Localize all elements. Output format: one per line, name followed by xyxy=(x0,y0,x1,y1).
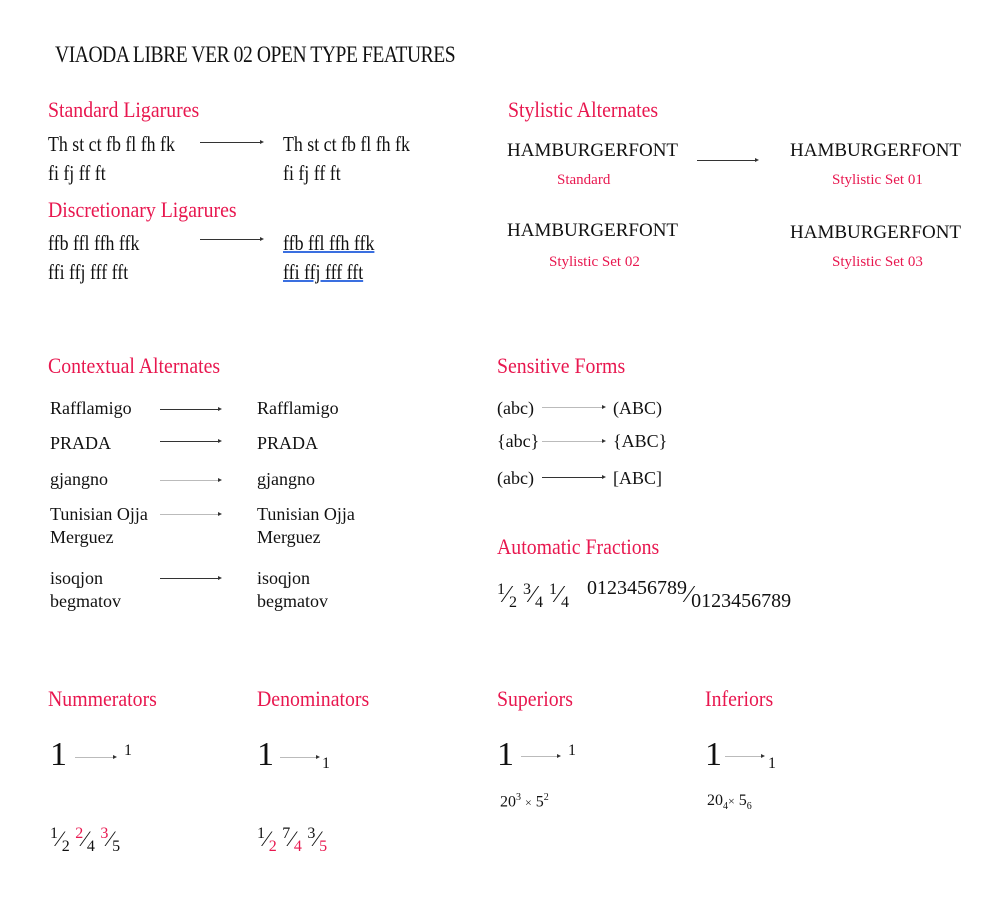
arrow-icon xyxy=(160,409,220,410)
line: ffb ffl ffh ffk xyxy=(283,231,375,255)
line: Tunisian Ojja xyxy=(50,504,148,524)
num: 1 xyxy=(497,581,505,598)
arrow-icon xyxy=(160,514,220,515)
times: × xyxy=(525,795,532,810)
arrow-icon xyxy=(200,142,262,143)
denominator-fractions xyxy=(257,825,328,855)
arrow-icon xyxy=(160,441,220,442)
arrow-icon xyxy=(160,578,220,579)
arrow-icon xyxy=(725,756,763,757)
numerators-heading: Nummerators xyxy=(48,686,157,711)
ctx-before: gjangno xyxy=(50,469,108,489)
word-ss03: HAMBURGERFONT xyxy=(790,222,962,243)
sf-before: (abc) xyxy=(497,468,534,488)
den: 5 xyxy=(112,838,121,855)
sup: 2 xyxy=(543,792,549,803)
word-standard: HAMBURGERFONT xyxy=(507,140,679,161)
page-title: VIAODA LIBRE VER 02 OPEN TYPE FEATURES xyxy=(55,42,456,67)
ctx-after: gjangno xyxy=(257,469,315,489)
num: 0123456789 xyxy=(587,577,688,599)
ctx-after xyxy=(257,567,328,613)
superiors-heading: Superiors xyxy=(497,686,573,711)
den: 0123456789 xyxy=(691,590,792,612)
inferiors-example xyxy=(707,792,752,812)
base: 20 xyxy=(707,792,723,809)
num: 1 xyxy=(549,581,558,598)
ctx-after: Rafflamigo xyxy=(257,398,339,418)
standard-ligatures-heading: Standard Ligarures xyxy=(48,97,200,122)
arrow-icon xyxy=(542,441,604,442)
fractions-sample xyxy=(497,577,792,612)
label-ss02: Stylistic Set 02 xyxy=(549,254,640,270)
den: 2 xyxy=(509,594,518,611)
fraction: $^3⁄_5$ xyxy=(307,825,328,855)
word-ss01: HAMBURGERFONT xyxy=(790,140,962,161)
stylistic-alternates-heading: Stylistic Alternates xyxy=(508,97,659,122)
sf-before: {abc} xyxy=(497,431,540,451)
den: 2 xyxy=(268,838,277,855)
discretionary-before xyxy=(48,229,139,287)
discretionary-after xyxy=(283,229,374,287)
sub: 4 xyxy=(723,801,728,813)
den: 4 xyxy=(535,594,544,611)
big-one: 1 xyxy=(50,736,67,773)
sub: 6 xyxy=(746,801,752,813)
standard-after xyxy=(283,130,410,188)
sf-before: (abc) xyxy=(497,398,534,418)
den: 2 xyxy=(61,838,70,855)
base: 5 xyxy=(738,792,747,809)
denominator-one: 1 xyxy=(322,755,330,772)
line: fi fj ff ft xyxy=(48,161,106,185)
fraction: $^1⁄_2$ xyxy=(50,825,70,855)
base: 20 xyxy=(500,793,516,811)
den: 4 xyxy=(561,594,570,611)
num: 7 xyxy=(282,825,291,842)
numerator-one: 1 xyxy=(124,742,132,759)
label-ss01: Stylistic Set 01 xyxy=(832,172,923,188)
line: Merguez xyxy=(257,527,321,547)
arrow-icon xyxy=(697,160,757,161)
numerator-fractions xyxy=(50,825,121,855)
ctx-after: PRADA xyxy=(257,433,319,453)
arrow-icon xyxy=(75,757,115,758)
big-one: 1 xyxy=(497,736,514,773)
fraction: $^1⁄_4$ xyxy=(549,581,570,611)
ctx-after xyxy=(257,503,355,549)
arrow-icon xyxy=(160,480,220,481)
num: 3 xyxy=(307,825,316,842)
arrow-icon xyxy=(280,757,318,758)
line: fi fj ff ft xyxy=(283,161,341,185)
times: × xyxy=(728,794,735,808)
ctx-before xyxy=(50,503,148,549)
fraction: $^2⁄_4$ xyxy=(75,825,95,855)
big-one: 1 xyxy=(705,736,722,773)
contextual-alternates-heading: Contextual Alternates xyxy=(48,353,221,378)
word-ss02: HAMBURGERFONT xyxy=(507,220,679,241)
num: 2 xyxy=(75,825,84,842)
ctx-before xyxy=(50,567,121,613)
arrow-icon xyxy=(542,407,604,408)
line: isoqjon xyxy=(257,568,311,588)
inferiors-heading: Inferiors xyxy=(705,686,774,711)
den: 4 xyxy=(293,838,302,855)
superior-one: 1 xyxy=(568,742,576,759)
arrow-icon xyxy=(521,756,559,757)
ctx-before: PRADA xyxy=(50,433,112,453)
ctx-before: Rafflamigo xyxy=(50,398,132,418)
sensitive-forms-heading: Sensitive Forms xyxy=(497,353,626,378)
line: begmatov xyxy=(257,591,328,611)
line: ffi ffj fff fft xyxy=(48,260,129,284)
superiors-example xyxy=(500,792,549,811)
line: isoqjon xyxy=(50,568,104,588)
label-ss03: Stylistic Set 03 xyxy=(832,254,923,270)
fraction: $^1⁄_2$ xyxy=(497,581,518,611)
num: 3 xyxy=(100,825,109,842)
den: 5 xyxy=(319,838,328,855)
line: begmatov xyxy=(50,591,121,611)
arrow-icon xyxy=(542,477,604,478)
long-fraction: $^{0123456789}⁄_{0123456789}$ xyxy=(587,577,792,612)
num: 1 xyxy=(50,825,58,842)
sup: 3 xyxy=(516,792,521,803)
arrow-icon xyxy=(200,239,262,240)
discretionary-ligatures-heading: Discretionary Ligarures xyxy=(48,197,237,222)
sf-after: [ABC] xyxy=(613,468,662,488)
standard-before xyxy=(48,130,175,188)
denominators-heading: Denominators xyxy=(257,686,370,711)
fraction: $^3⁄_4$ xyxy=(523,581,544,611)
fraction: $^3⁄_5$ xyxy=(100,825,121,855)
label-standard: Standard xyxy=(557,172,611,188)
line: Th st ct fb fl fh fk xyxy=(48,132,175,156)
automatic-fractions-heading: Automatic Fractions xyxy=(497,534,660,559)
sf-after: {ABC} xyxy=(613,431,668,451)
den: 4 xyxy=(86,838,95,855)
base: 5 xyxy=(535,793,544,811)
fraction: $^1⁄_2$ xyxy=(257,825,277,855)
line: ffi ffj fff fft xyxy=(283,260,364,284)
line: Th st ct fb fl fh fk xyxy=(283,132,410,156)
line: Merguez xyxy=(50,527,114,547)
line: Tunisian Ojja xyxy=(257,504,355,524)
inferior-one: 1 xyxy=(768,755,776,772)
big-one: 1 xyxy=(257,736,274,773)
line: ffb ffl ffh ffk xyxy=(48,231,140,255)
fraction: $^7⁄_4$ xyxy=(282,825,302,855)
num: 3 xyxy=(523,581,532,598)
sf-after: (ABC) xyxy=(613,398,662,418)
num: 1 xyxy=(257,825,265,842)
